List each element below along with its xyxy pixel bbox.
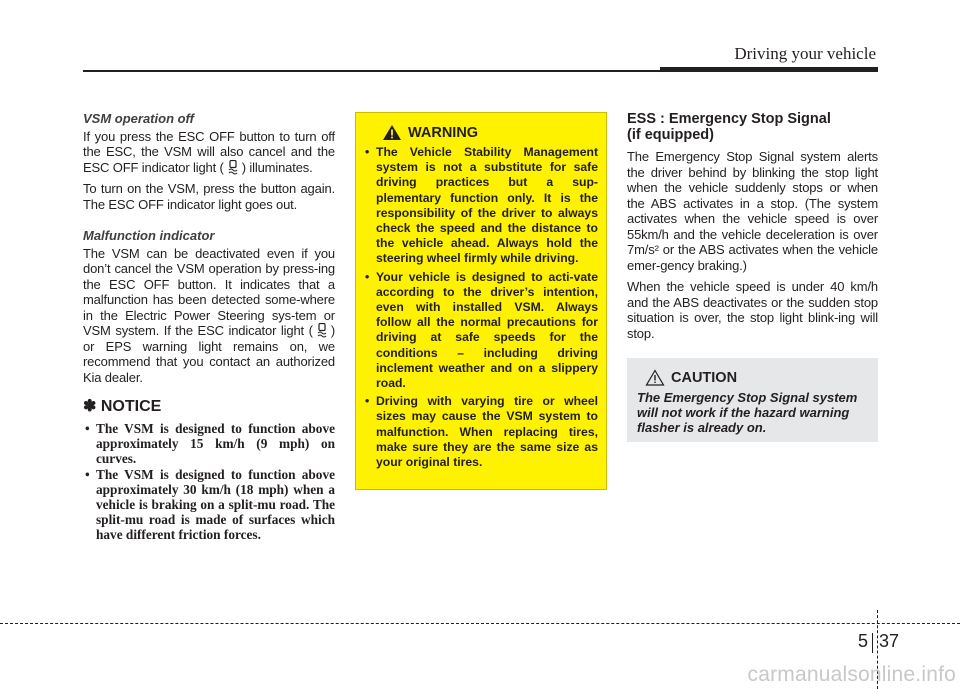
warning-item: • Driving with varying tire or wheel sizes may cause the VSM system to malfunction. When replacing tires, make sure they are the same size as your original tires. xyxy=(364,394,598,470)
esc-indicator-icon xyxy=(316,323,328,338)
caution-text: The Emergency Stop Signal system will not work if the hazard warning flasher is already on. xyxy=(637,390,858,435)
ess-heading xyxy=(627,111,878,143)
ess-heading-line-2: (if equipped) xyxy=(627,127,714,143)
notice-item: • The VSM is designed to function above approximately 30 km/h (18 mph) when a vehicle is braking on a split-mu road. The split-mu road is made of surfaces which have different friction forces. xyxy=(83,467,335,542)
ess-paragraph-2: When the vehicle speed is under 40 km/h and the ABS deactivates or the sudden stop situation is over, the stop light blink-ing will stop. xyxy=(627,279,878,341)
warning-list xyxy=(364,145,598,470)
chapter-number: 5 xyxy=(858,631,869,651)
caution-box xyxy=(627,358,878,442)
malfunction-paragraph xyxy=(83,246,335,386)
watermark: carmanualsonline.info xyxy=(747,663,956,686)
vsm-off-p1-text-b: ) illuminates. xyxy=(241,159,313,175)
footer-rule xyxy=(0,623,960,624)
caution-header xyxy=(645,369,868,386)
right-column xyxy=(627,111,878,347)
left-column xyxy=(83,111,335,543)
warning-item: • The Vehicle Stability Management system is not a substitute for safe driving practices but a sup-plementary function only. It is the responsibility of the driver to always check the speed and the distance to the vehicle ahead. Always hold the steering wheel firmly while driving. xyxy=(364,145,598,267)
malfunction-heading: Malfunction indicator xyxy=(83,228,215,243)
warning-title: WARNING xyxy=(408,124,479,141)
header-rule-accent xyxy=(660,67,878,72)
notice-list xyxy=(83,421,335,542)
esc-off-indicator-icon xyxy=(227,160,239,175)
caution-title: CAUTION xyxy=(671,369,738,386)
page-number: 37 xyxy=(879,631,900,651)
vsm-off-paragraph-1 xyxy=(83,129,335,176)
vsm-off-paragraph-2: To turn on the VSM, press the button again. The ESC OFF indicator light goes out. xyxy=(83,181,335,212)
warning-box xyxy=(355,112,607,490)
malfunction-text-a: The VSM can be deactivated even if you don’t cancel the VSM operation by press-ing the ESC OFF button. It indicates that a malfunction has been detected some-where in the Electric Power Steering sys-tem or VSM system. If the ESC indicator light ( xyxy=(83,245,335,338)
page-number-separator xyxy=(872,633,873,653)
caution-triangle-icon xyxy=(645,369,665,386)
notice-title: ✽ NOTICE xyxy=(83,398,162,415)
warning-header xyxy=(382,124,598,141)
ess-heading-line-1: ESS : Emergency Stop Signal xyxy=(627,111,831,127)
warning-item: • Your vehicle is designed to acti-vate according to the driver’s intention, even with installed VSM. Always follow all the normal precautions for driving at safe speeds for the conditions – including driving inclement weather and on a slippery road. xyxy=(364,270,598,392)
malfunction-text-b: ) or EPS warning light remains on, we recommend that you contact an authorized Kia dealer. xyxy=(83,323,335,385)
section-title: Driving your vehicle xyxy=(734,44,876,63)
vsm-off-heading: VSM operation off xyxy=(83,111,194,126)
ess-paragraph-1: The Emergency Stop Signal system alerts the driver behind by blinking the stop light when the vehicle suddenly stops or when the ABS activates in a stop. (The system activates when the vehicle speed is over 55km/h and the vehicle deceleration is over 7m/s² or the ABS activates when the vehicle emer-gency braking.) xyxy=(627,149,878,273)
vsm-off-p1-text-a: If you press the ESC OFF button to turn off the ESC, the VSM will also cancel and the ESC OFF indicator light ( xyxy=(83,128,335,175)
notice-item: • The VSM is designed to function above approximately 15 km/h (9 mph) on curves. xyxy=(83,421,335,466)
warning-triangle-icon xyxy=(382,124,402,141)
